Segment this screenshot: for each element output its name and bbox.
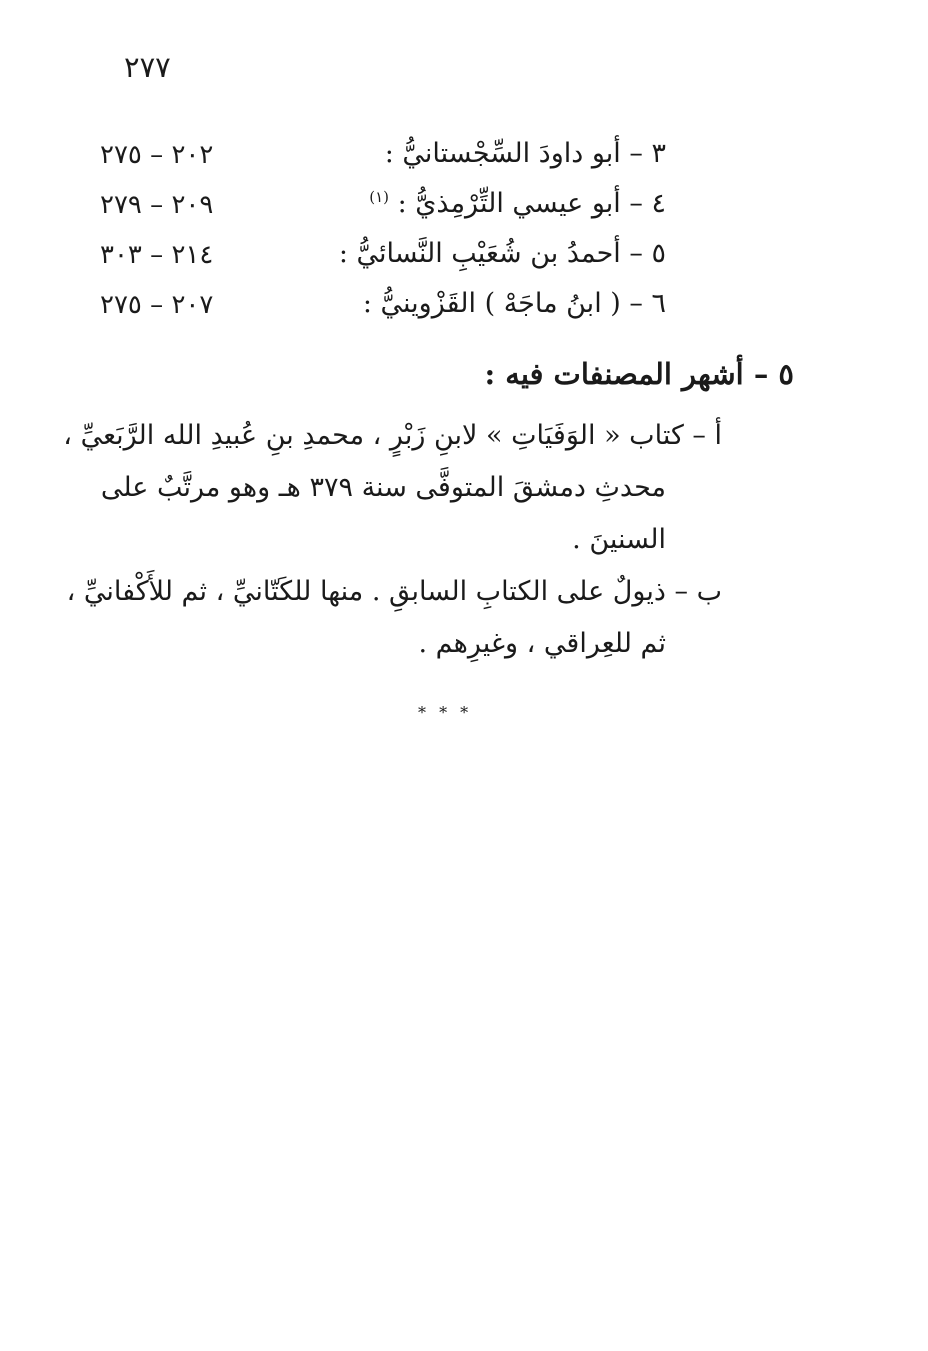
- paragraph-b-line: ب – ذيولٌ على الكتابِ السابقِ . منها للكَتّانيِّ ، ثم للأَكْفانيِّ ،: [66, 576, 722, 607]
- entry-name: ٥ – أحمدُ بن شُعَيْبِ النَّسائيُّ :: [338, 238, 666, 269]
- entry-years: ٢٠٩ – ٢٧٩: [100, 190, 214, 220]
- paragraph-b-line: ثم للعِراقي ، وغيرِهم .: [418, 628, 666, 659]
- entry-years: ٢٠٧ – ٢٧٥: [100, 290, 214, 320]
- list-item: [96, 188, 666, 228]
- paragraph-a-line: أ – كتاب « الوَفَيَاتِ » لابنِ زَبْرٍ ، محمدِ بنِ عُبيدِ الله الرَّبَعيِّ ،: [63, 420, 722, 451]
- section-separator: * * *: [418, 703, 473, 722]
- paragraph-a-line: السنينَ .: [572, 524, 666, 555]
- entry-name: ٣ – أبو داودَ السِّجْستانيُّ :: [384, 138, 666, 169]
- list-item: [96, 238, 666, 278]
- section-heading: ٥ – أشهر المصنفات فيه :: [484, 357, 794, 391]
- list-item: [96, 288, 666, 328]
- footnote-ref: (١): [369, 188, 390, 206]
- entry-years: ٢٠٢ – ٢٧٥: [100, 140, 214, 170]
- entry-name: ٤ – أبو عيسي التِّرْمِذيُّ :: [397, 188, 666, 219]
- list-item: [96, 138, 666, 178]
- entry-name: ٦ – ( ابنُ ماجَهْ ) القَزْوينيُّ :: [362, 288, 666, 319]
- entry-name-with-footnote: [369, 188, 666, 219]
- paragraph-a-line: محدثِ دمشقَ المتوفَّى سنة ٣٧٩ هـ وهو مرتَّبٌ على: [100, 472, 666, 503]
- entry-years: ٢١٤ – ٣٠٣: [100, 240, 214, 270]
- page-number: ٢٧٧: [124, 50, 171, 84]
